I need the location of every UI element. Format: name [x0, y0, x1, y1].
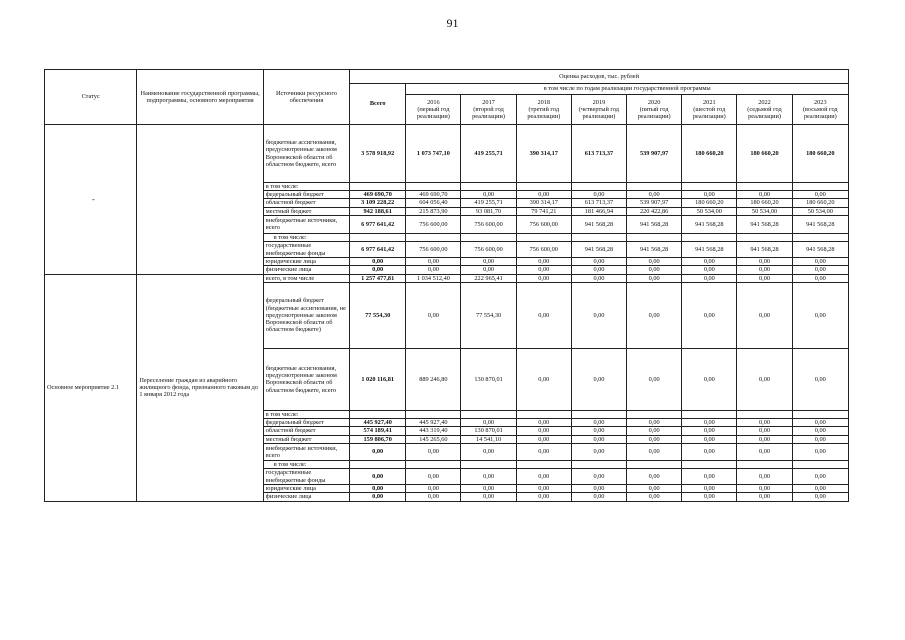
year-value: 756 600,00 — [516, 215, 571, 233]
year-value: 445 927,40 — [406, 419, 461, 427]
header-estimate: Оценка расходов, тыс. рублей — [350, 70, 849, 84]
page-number: 91 — [446, 16, 459, 30]
year-value: 443 319,40 — [406, 427, 461, 435]
header-status: Статус — [45, 70, 137, 125]
year-value: 0,00 — [627, 485, 682, 493]
source-label: федеральный бюджет — [263, 419, 349, 427]
year-note: (седьмой год реализации) — [747, 105, 782, 121]
table-row — [45, 125, 849, 183]
year-value: 0,00 — [627, 274, 682, 282]
year-value: 0,00 — [627, 266, 682, 274]
year-value — [571, 410, 626, 418]
year-value: 0,00 — [516, 427, 571, 435]
year-value: 0,00 — [516, 485, 571, 493]
year-value — [627, 183, 682, 191]
year-value: 0,00 — [737, 274, 792, 282]
year-value: 130 870,01 — [461, 427, 516, 435]
year-value: 181 466,94 — [571, 207, 626, 215]
source-label: юридические лица — [263, 258, 349, 266]
total-value: 942 188,61 — [350, 207, 406, 215]
year-value — [792, 410, 848, 418]
year-value: 0,00 — [461, 266, 516, 274]
measure-name-cell: Переселение граждан из аварийного жилищного фонда, признанного таковым до 1 января 2012 года — [137, 274, 263, 501]
year-label: 2019 — [592, 98, 606, 106]
year-value: 0,00 — [627, 419, 682, 427]
header-year-2016 — [406, 95, 461, 125]
year-value: 0,00 — [682, 469, 737, 485]
year-value: 604 056,40 — [406, 199, 461, 207]
year-value: 0,00 — [792, 258, 848, 266]
year-value: 0,00 — [461, 485, 516, 493]
year-value: 0,00 — [461, 258, 516, 266]
year-value: 220 422,86 — [627, 207, 682, 215]
year-value — [682, 410, 737, 418]
status-cell: Основное мероприятие 2.1 — [45, 274, 137, 501]
source-label: областной бюджет — [263, 199, 349, 207]
block-program — [45, 125, 849, 275]
total-value: 0,00 — [350, 485, 406, 493]
year-value — [627, 410, 682, 418]
year-value: 0,00 — [737, 469, 792, 485]
year-value: 0,00 — [792, 266, 848, 274]
year-value: 0,00 — [627, 282, 682, 348]
year-value: 756 600,00 — [516, 242, 571, 258]
year-note: (второй год реализации) — [472, 105, 506, 121]
year-value: 0,00 — [627, 191, 682, 199]
year-value: 0,00 — [682, 443, 737, 460]
year-value — [737, 183, 792, 191]
table-row — [45, 274, 849, 282]
year-value: 613 713,37 — [571, 199, 626, 207]
year-value — [516, 183, 571, 191]
year-value: 0,00 — [516, 282, 571, 348]
year-value: 0,00 — [682, 266, 737, 274]
year-value: 180 660,20 — [682, 199, 737, 207]
year-value: 0,00 — [682, 485, 737, 493]
header-year-2023 — [792, 95, 848, 125]
year-value: 0,00 — [406, 469, 461, 485]
year-value — [406, 460, 461, 468]
year-value: 0,00 — [516, 419, 571, 427]
year-value — [792, 183, 848, 191]
year-value: 0,00 — [571, 443, 626, 460]
source-label: всего, в том числе — [263, 274, 349, 282]
year-value: 180 660,20 — [737, 125, 792, 183]
year-value: 390 314,17 — [516, 199, 571, 207]
year-value: 941 568,28 — [571, 215, 626, 233]
year-value: 0,00 — [571, 469, 626, 485]
year-value: 0,00 — [737, 427, 792, 435]
year-value: 130 870,01 — [461, 348, 516, 410]
year-value: 0,00 — [571, 274, 626, 282]
dash-mark: - — [92, 195, 95, 204]
total-value: 574 189,41 — [350, 427, 406, 435]
year-value: 0,00 — [682, 348, 737, 410]
year-value — [461, 233, 516, 241]
year-value: 0,00 — [516, 435, 571, 443]
year-value: 0,00 — [516, 258, 571, 266]
year-value — [516, 410, 571, 418]
source-label: в том числе: — [263, 233, 349, 241]
year-value: 0,00 — [571, 282, 626, 348]
year-value: 222 965,41 — [461, 274, 516, 282]
year-label: 2016 — [427, 98, 440, 106]
year-value: 50 534,00 — [792, 207, 848, 215]
year-value — [406, 233, 461, 241]
year-value: 0,00 — [737, 282, 792, 348]
source-label: внебюджетные источники, всего — [263, 443, 349, 460]
year-value: 0,00 — [406, 258, 461, 266]
year-value: 941 568,28 — [792, 242, 848, 258]
year-value: 941 568,28 — [627, 215, 682, 233]
year-note: (восьмой год реализации) — [802, 105, 838, 121]
source-label: местный бюджет — [263, 435, 349, 443]
year-value: 941 568,28 — [737, 215, 792, 233]
total-value: 3 109 228,22 — [350, 199, 406, 207]
year-value — [682, 460, 737, 468]
year-value — [792, 233, 848, 241]
year-value: 0,00 — [737, 266, 792, 274]
source-label: бюджетные ассигнования, предусмотренные законом Воронежской области об областном бюджете, всего — [263, 348, 349, 410]
year-value: 941 568,28 — [627, 242, 682, 258]
year-label: 2018 — [537, 98, 551, 106]
year-note: (четвертый год реализации) — [578, 105, 620, 121]
status-cell — [45, 125, 137, 275]
year-value: 0,00 — [571, 266, 626, 274]
year-value: 0,00 — [682, 258, 737, 266]
year-value: 0,00 — [627, 493, 682, 501]
total-value: 77 554,30 — [350, 282, 406, 348]
year-value: 1 034 512,40 — [406, 274, 461, 282]
total-value: 159 806,70 — [350, 435, 406, 443]
total-value: 6 977 641,42 — [350, 242, 406, 258]
year-value: 0,00 — [682, 435, 737, 443]
total-value: 0,00 — [350, 443, 406, 460]
year-value: 539 907,97 — [627, 125, 682, 183]
year-value — [737, 460, 792, 468]
year-value — [516, 233, 571, 241]
year-value: 0,00 — [792, 435, 848, 443]
total-value: 3 578 918,92 — [350, 125, 406, 183]
year-value: 889 246,80 — [406, 348, 461, 410]
year-value: 0,00 — [792, 274, 848, 282]
year-value: 0,00 — [792, 443, 848, 460]
year-value: 0,00 — [516, 191, 571, 199]
year-value: 0,00 — [627, 435, 682, 443]
year-value: 0,00 — [461, 191, 516, 199]
source-label: местный бюджет — [263, 207, 349, 215]
year-value: 79 741,21 — [516, 207, 571, 215]
header-year-2018 — [516, 95, 571, 125]
source-label: юридические лица — [263, 485, 349, 493]
year-value — [571, 460, 626, 468]
header-program-name: Наименование государственной программы, подпрограммы, основного мероприятия — [137, 70, 263, 125]
total-value: 445 927,40 — [350, 419, 406, 427]
year-value: 0,00 — [737, 258, 792, 266]
year-value: 77 554,30 — [461, 282, 516, 348]
year-value: 613 713,37 — [571, 125, 626, 183]
year-value: 0,00 — [682, 274, 737, 282]
year-value — [571, 233, 626, 241]
year-value: 756 600,00 — [406, 215, 461, 233]
year-value: 756 600,00 — [406, 242, 461, 258]
year-value: 0,00 — [682, 427, 737, 435]
total-value — [350, 460, 406, 468]
year-value: 0,00 — [516, 443, 571, 460]
source-label: в том числе: — [263, 460, 349, 468]
year-value: 0,00 — [737, 419, 792, 427]
year-value: 0,00 — [406, 443, 461, 460]
year-value: 419 255,71 — [461, 125, 516, 183]
year-value: 93 081,70 — [461, 207, 516, 215]
source-label: государственные внебюджетные фонды — [263, 242, 349, 258]
year-value: 0,00 — [792, 348, 848, 410]
year-value: 0,00 — [682, 282, 737, 348]
year-value: 390 314,17 — [516, 125, 571, 183]
year-value: 0,00 — [571, 191, 626, 199]
year-value: 0,00 — [571, 493, 626, 501]
year-value — [461, 410, 516, 418]
year-value: 180 660,20 — [737, 199, 792, 207]
year-value: 539 907,97 — [627, 199, 682, 207]
year-value: 0,00 — [792, 427, 848, 435]
year-value: 941 568,28 — [737, 242, 792, 258]
year-value: 0,00 — [406, 266, 461, 274]
year-value — [627, 460, 682, 468]
budget-table — [44, 69, 849, 502]
year-value: 0,00 — [792, 485, 848, 493]
year-value: 0,00 — [627, 258, 682, 266]
year-value: 941 568,28 — [571, 242, 626, 258]
year-value — [461, 460, 516, 468]
year-value: 0,00 — [792, 493, 848, 501]
year-value: 0,00 — [792, 419, 848, 427]
source-label: федеральный бюджет — [263, 191, 349, 199]
year-value — [516, 460, 571, 468]
year-value: 0,00 — [627, 348, 682, 410]
year-value: 0,00 — [737, 493, 792, 501]
total-value: 0,00 — [350, 266, 406, 274]
year-note: (пятый год реализации) — [637, 105, 671, 121]
total-value: 1 257 477,81 — [350, 274, 406, 282]
total-value — [350, 233, 406, 241]
year-value — [461, 183, 516, 191]
year-value: 0,00 — [406, 282, 461, 348]
year-value: 0,00 — [461, 443, 516, 460]
year-value: 0,00 — [571, 258, 626, 266]
year-value: 941 568,28 — [682, 242, 737, 258]
year-value: 0,00 — [516, 266, 571, 274]
year-value: 145 265,60 — [406, 435, 461, 443]
header-sources: Источники ресурсного обеспечения — [263, 70, 349, 125]
total-value: 0,00 — [350, 469, 406, 485]
year-value: 0,00 — [737, 435, 792, 443]
source-label: в том числе: — [263, 410, 349, 418]
source-label: физические лица — [263, 266, 349, 274]
year-value: 0,00 — [627, 443, 682, 460]
year-value: 0,00 — [737, 348, 792, 410]
year-value: 0,00 — [516, 469, 571, 485]
year-label: 2020 — [647, 98, 661, 106]
year-label: 2023 — [814, 98, 827, 106]
year-value: 0,00 — [737, 191, 792, 199]
header-year-2022 — [737, 95, 792, 125]
year-note: (третий год реализации) — [527, 105, 561, 121]
year-value: 941 568,28 — [792, 215, 848, 233]
source-label: физические лица — [263, 493, 349, 501]
year-value: 0,00 — [406, 485, 461, 493]
source-label: областной бюджет — [263, 427, 349, 435]
year-value: 50 534,00 — [737, 207, 792, 215]
block-measure-2-1 — [45, 274, 849, 501]
header-by-years: в том числе по годам реализации государственной программы — [406, 84, 849, 95]
year-value: 0,00 — [682, 419, 737, 427]
year-value: 0,00 — [627, 469, 682, 485]
year-value: 50 534,00 — [682, 207, 737, 215]
year-value: 419 255,71 — [461, 199, 516, 207]
year-value: 14 541,10 — [461, 435, 516, 443]
year-value: 0,00 — [792, 191, 848, 199]
year-value: 180 660,20 — [792, 199, 848, 207]
year-value: 0,00 — [406, 493, 461, 501]
year-value: 180 660,20 — [792, 125, 848, 183]
total-value: 1 020 116,81 — [350, 348, 406, 410]
year-value — [682, 183, 737, 191]
header-year-2021 — [682, 95, 737, 125]
year-note: (шестой год реализации) — [692, 105, 726, 121]
total-value: 0,00 — [350, 493, 406, 501]
year-value: 0,00 — [571, 435, 626, 443]
year-value: 215 873,90 — [406, 207, 461, 215]
header-year-2019 — [571, 95, 626, 125]
year-value: 1 073 747,10 — [406, 125, 461, 183]
year-value: 941 568,28 — [682, 215, 737, 233]
year-value: 0,00 — [571, 427, 626, 435]
total-value: 0,00 — [350, 258, 406, 266]
year-value — [406, 410, 461, 418]
year-label: 2021 — [703, 98, 716, 106]
year-value — [682, 233, 737, 241]
source-label: бюджетные ассигнования, предусмотренные законом Воронежской области об областном бюджете, всего — [263, 125, 349, 183]
year-value: 180 660,20 — [682, 125, 737, 183]
source-label: в том числе: — [263, 183, 349, 191]
year-value — [792, 460, 848, 468]
year-value: 0,00 — [737, 443, 792, 460]
year-value: 0,00 — [516, 348, 571, 410]
year-value: 0,00 — [792, 282, 848, 348]
source-label: федеральный бюджет (бюджетные ассигнования, не предусмотренные законом Воронежской области об областном бюджете) — [263, 282, 349, 348]
year-value: 0,00 — [682, 191, 737, 199]
year-value: 756 600,00 — [461, 242, 516, 258]
year-label: 2022 — [758, 98, 771, 106]
year-value: 0,00 — [737, 485, 792, 493]
year-value — [737, 233, 792, 241]
source-label: внебюджетные источники, всего — [263, 215, 349, 233]
year-value: 756 600,00 — [461, 215, 516, 233]
total-value — [350, 183, 406, 191]
year-value — [627, 233, 682, 241]
header-year-2020 — [627, 95, 682, 125]
program-name-cell — [137, 125, 263, 275]
year-value: 0,00 — [516, 274, 571, 282]
year-value: 0,00 — [461, 469, 516, 485]
year-note: (первый год реализации) — [416, 105, 450, 121]
year-value: 0,00 — [682, 493, 737, 501]
year-value: 0,00 — [792, 469, 848, 485]
year-label: 2017 — [482, 98, 495, 106]
year-value — [571, 183, 626, 191]
total-value — [350, 410, 406, 418]
year-value — [406, 183, 461, 191]
header-year-2017 — [461, 95, 516, 125]
year-value: 0,00 — [627, 427, 682, 435]
year-value: 0,00 — [571, 348, 626, 410]
year-value: 0,00 — [461, 493, 516, 501]
total-value: 6 977 641,42 — [350, 215, 406, 233]
year-value — [737, 410, 792, 418]
year-value: 469 690,70 — [406, 191, 461, 199]
year-value: 0,00 — [571, 419, 626, 427]
header-total: Всего — [350, 84, 406, 125]
total-value: 469 690,70 — [350, 191, 406, 199]
year-value: 0,00 — [461, 419, 516, 427]
year-value: 0,00 — [571, 485, 626, 493]
source-label: государственные внебюджетные фонды — [263, 469, 349, 485]
year-value: 0,00 — [516, 493, 571, 501]
